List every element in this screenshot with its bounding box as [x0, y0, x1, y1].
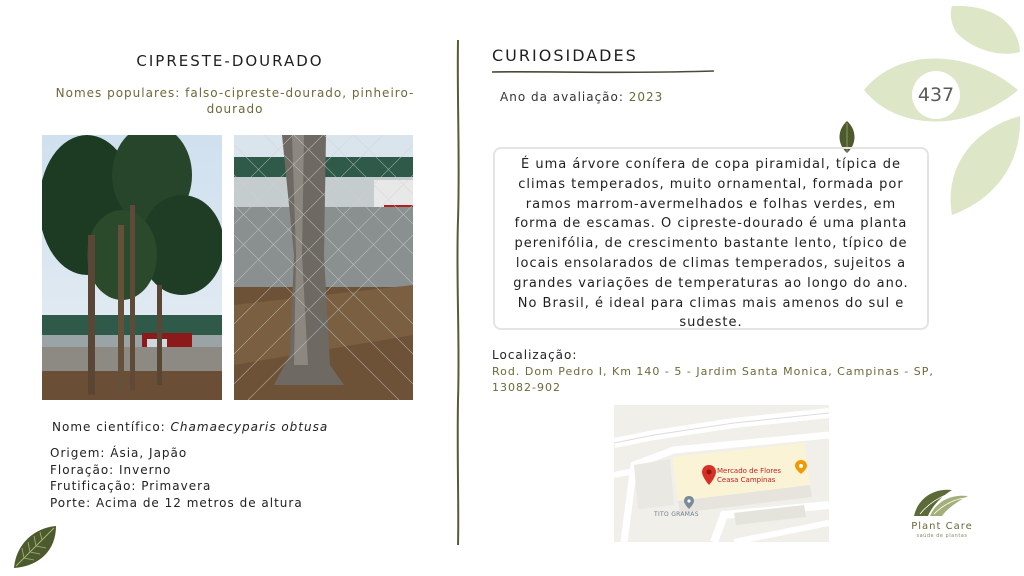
scientific-name-value: Chamaecyparis obtusa [170, 420, 329, 434]
location-map[interactable] [614, 405, 829, 542]
brand-tagline: saúde de plantas [916, 533, 968, 539]
popular-names: Nomes populares: falso-cipreste-dourado, pinheiro-dourado [55, 86, 415, 116]
evaluation-year [500, 90, 663, 104]
map-place-label[interactable] [717, 467, 781, 485]
map-secondary-label: TITO GRAMAS [654, 511, 699, 518]
column-divider [451, 40, 465, 545]
location-address: Rod. Dom Pedro I, Km 140 - 5 - Jardim Santa Monica, Campinas - SP, 13082-902 [492, 365, 934, 394]
location-label: Localização: [492, 348, 578, 362]
tree-photo-left [42, 135, 222, 400]
tree-photo-right [234, 135, 413, 400]
origin: Origem: Ásia, Japão [50, 446, 188, 460]
scientific-label: Nome científico: [52, 420, 166, 434]
brand-name: Plant Care [911, 521, 973, 532]
fruiting: Frutificação: Primavera [50, 479, 212, 493]
corner-leaf-icon [10, 522, 60, 572]
map-place-line1: Mercado de Flores [717, 467, 782, 475]
title-underline [492, 68, 714, 76]
map-pin-icon[interactable] [702, 465, 716, 485]
map-food-pin-icon [795, 460, 807, 474]
plant-care-logo-icon [912, 486, 970, 520]
curiosities-title: CURIOSIDADES [492, 46, 638, 65]
scientific-name [52, 420, 328, 434]
map-place-line2: Ceasa Campinas [717, 476, 776, 484]
size: Porte: Acima de 12 metros de altura [50, 495, 303, 510]
flowering: Floração: Inverno [50, 462, 172, 477]
plant-facts [50, 445, 303, 511]
description-box: É uma árvore conífera de copa piramidal, típica de climas temperados, muito ornamental, formada por ramos marrom-avermelhados e folhas verdes, em forma de escamas. O cipreste-dourado é uma planta perenifólia, de crescimento bastante lento, típico de locais ensolarados de climas temperados, sujeitos a grandes variações de temperaturas ao longo do ano. No Brasil, é ideal para climas mais amenos do sul e sudeste. [493, 147, 929, 330]
plant-title: CIPRESTE-DOURADO [136, 52, 324, 70]
year-value: 2023 [628, 90, 664, 104]
year-label: Ano da avaliação: [500, 90, 624, 104]
map-secondary-pin-icon [684, 496, 694, 509]
score-badge: 437 [912, 71, 960, 119]
